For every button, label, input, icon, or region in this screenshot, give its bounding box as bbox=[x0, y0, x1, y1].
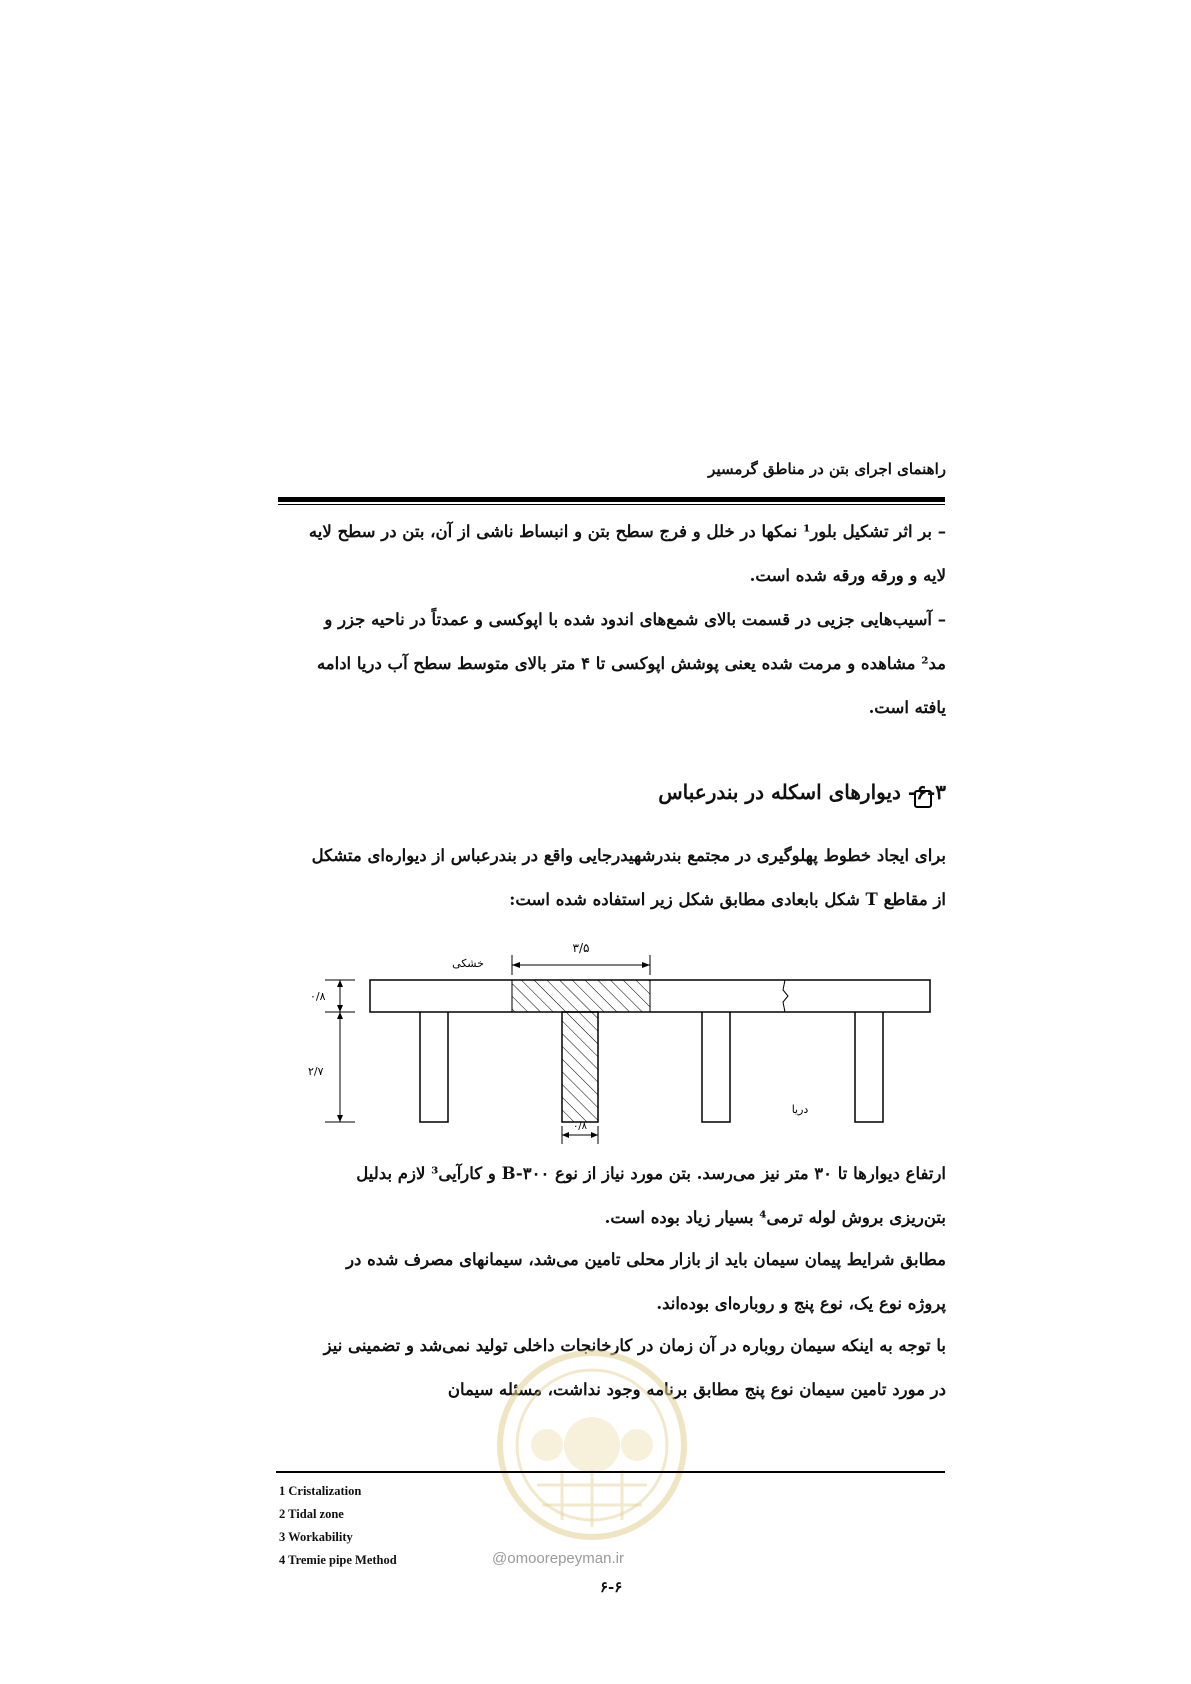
page-number: ۶-۶ bbox=[600, 1578, 623, 1596]
footnotes bbox=[279, 1480, 397, 1572]
stem-4 bbox=[855, 1012, 883, 1122]
watermark-seal-icon bbox=[492, 1335, 692, 1555]
paragraph-wall-height: ارتفاع دیوارها تا ۳۰ متر نیز می‌رسد. بتن مورد نیاز از نوع B-۳۰۰ و کارآیی³ لازم بدلیل بتن‌ریزی بروش لوله ترمی⁴ بسیار زیاد بوده است. bbox=[356, 1164, 946, 1227]
dim-stem-width: ۰/۸ bbox=[572, 1121, 588, 1132]
paragraph-crystallization: – بر اثر تشکیل بلور¹ نمکها در خلل و فرج سطح بتن و انبساط ناشی از آن، بتن در سطح لایه لایه و ورقه ورقه شده است. bbox=[308, 522, 946, 585]
dim-slab-thickness: ۰/۸ bbox=[310, 990, 326, 1003]
dim-stem-height: ۲/۷ bbox=[308, 1065, 324, 1078]
footnote-item: 3 Workability bbox=[279, 1530, 353, 1544]
watermark-text: @omoorepeyman.ir bbox=[492, 1550, 624, 1567]
footnote-item: 4 Tremie pipe Method bbox=[279, 1553, 397, 1567]
section-heading: ۶-۳- دیوارهای اسکله در بندرعباس bbox=[658, 780, 946, 804]
paragraph-epoxy-damage: – آسیب‌هایی جزیی در قسمت بالای شمع‌های اندود شده با اپوکسی و عمدتاً در ناحیه جزر و مد² مشاهده و مرمت شده یعنی پوشش اپوکسی تا ۴ متر بالای متوسط سطح آب دریا ادامه یافته است. bbox=[316, 610, 946, 717]
hatched-stem bbox=[562, 1012, 598, 1122]
slab-break-line bbox=[783, 980, 788, 1012]
paragraph-cement-contract: مطابق شرایط پیمان سیمان باید از بازار محلی تامین می‌شد، سیمانهای مصرف شده در پروژه نوع یک، نوع پنج و روباره‌ای بوده‌اند. bbox=[346, 1250, 946, 1313]
hatched-slab bbox=[512, 980, 650, 1012]
footnote-item: 1 Cristalization bbox=[279, 1484, 362, 1498]
label-land: خشکی bbox=[452, 957, 484, 970]
label-sea: دریا bbox=[791, 1103, 809, 1116]
paragraph-wall-intro: برای ایجاد خطوط پهلوگیری در مجتمع بندرشهیدرجایی واقع در بندرعباس از دیواره‌ای متشکل از مقاطع T شکل بابعادی مطابق شکل زیر استفاده شده است: bbox=[311, 846, 946, 909]
running-header: راهنمای اجرای بتن در مناطق گرمسیر bbox=[708, 460, 946, 478]
header-rule-thin bbox=[278, 504, 945, 505]
paragraph-slag-cement: با توجه به اینکه سیمان روباره در آن زمان در کارخانجات داخلی تولید نمی‌شد و تضمینی نیز در مورد تامین سیمان نوع پنج مطابق برنامه وجود نداشت، مسئله سیمان bbox=[323, 1336, 946, 1399]
footnote-rule bbox=[276, 1471, 945, 1473]
t-section-wall-diagram bbox=[280, 930, 940, 1150]
header-rule-thick bbox=[278, 497, 945, 502]
stem-1 bbox=[420, 1012, 448, 1122]
dim-width-top: ۳/۵ bbox=[572, 941, 590, 955]
footnote-item: 2 Tidal zone bbox=[279, 1507, 344, 1521]
stem-3 bbox=[702, 1012, 730, 1122]
